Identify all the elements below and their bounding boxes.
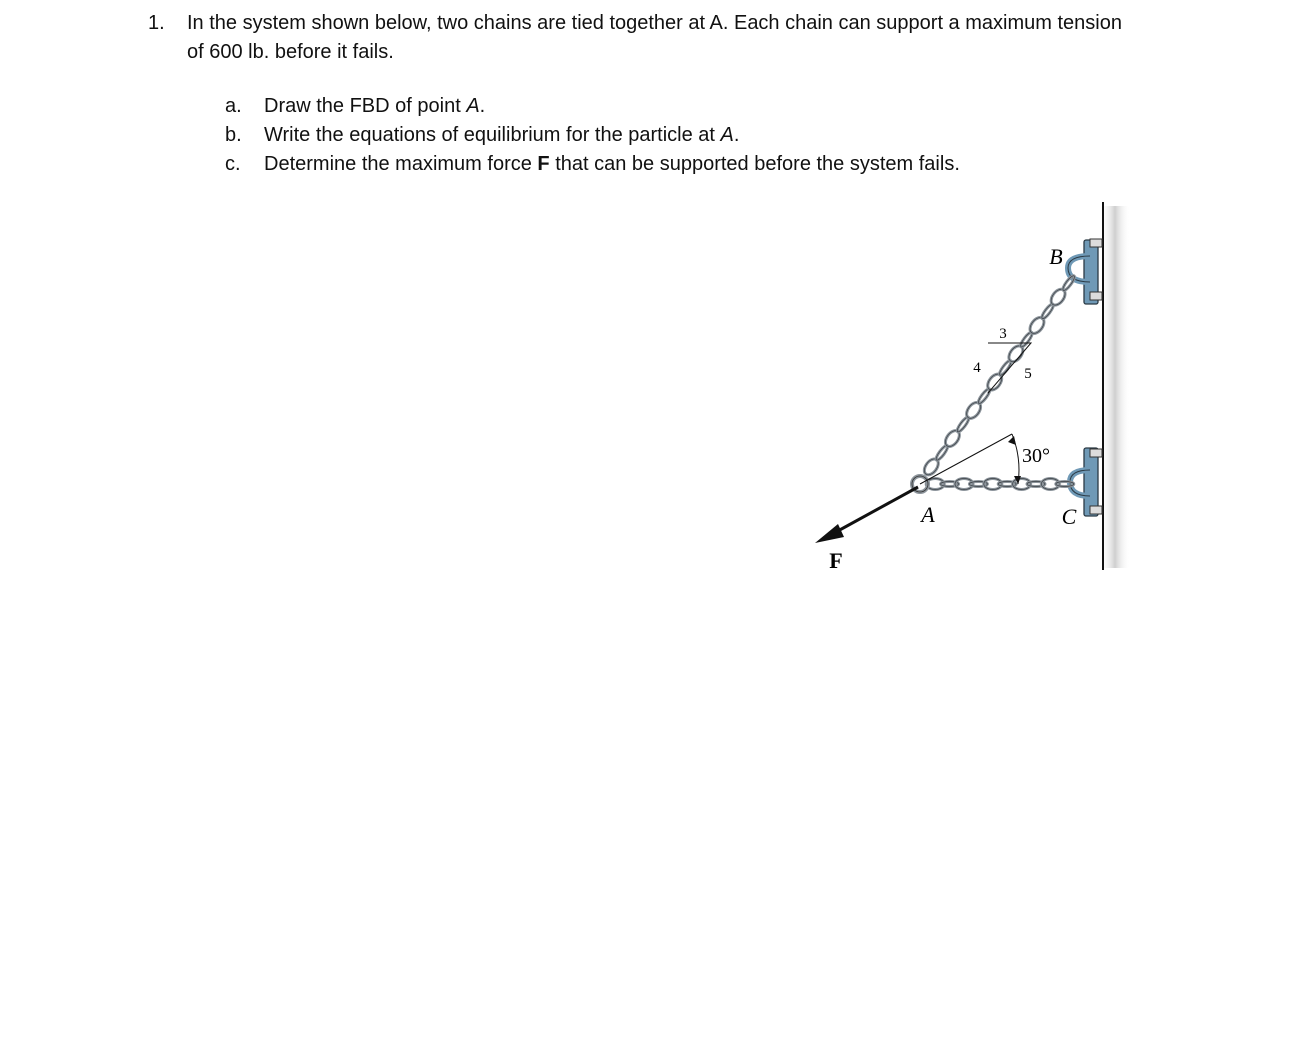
part-label: a.: [225, 95, 242, 117]
part-text: Draw the FBD of point A.: [264, 95, 486, 117]
problem-number: 1.: [148, 12, 165, 34]
slope-triangle: [973, 326, 1032, 393]
wall-shading: [1100, 206, 1130, 568]
label-b: B: [1049, 244, 1063, 269]
label-force-f: F: [829, 548, 843, 573]
force-arrow-f: [815, 487, 918, 543]
chain-link: [1061, 274, 1076, 291]
chain-ac: [926, 479, 1074, 490]
part-label: c.: [225, 153, 241, 175]
chain-system-figure: [800, 198, 1140, 578]
part-text: Write the equations of equilibrium for the particle at A.: [264, 124, 740, 146]
slope-run-label: 3: [999, 326, 1007, 342]
part-label: b.: [225, 124, 242, 146]
label-c: C: [1061, 504, 1077, 529]
label-a: A: [921, 502, 935, 527]
part-text: Determine the maximum force F that can be supported before the system fails.: [264, 153, 960, 175]
angle-label: 30°: [1022, 445, 1050, 467]
chain-ab: [922, 274, 1077, 477]
slope-rise-label: 4: [973, 360, 981, 376]
bracket-b: [1068, 239, 1102, 304]
problem-statement: In the system shown below, two chains are tied together at A. Each chain can support a maximum tension of 600 lb. before it fails.: [187, 12, 1122, 63]
slope-hyp-label: 5: [1024, 366, 1032, 382]
